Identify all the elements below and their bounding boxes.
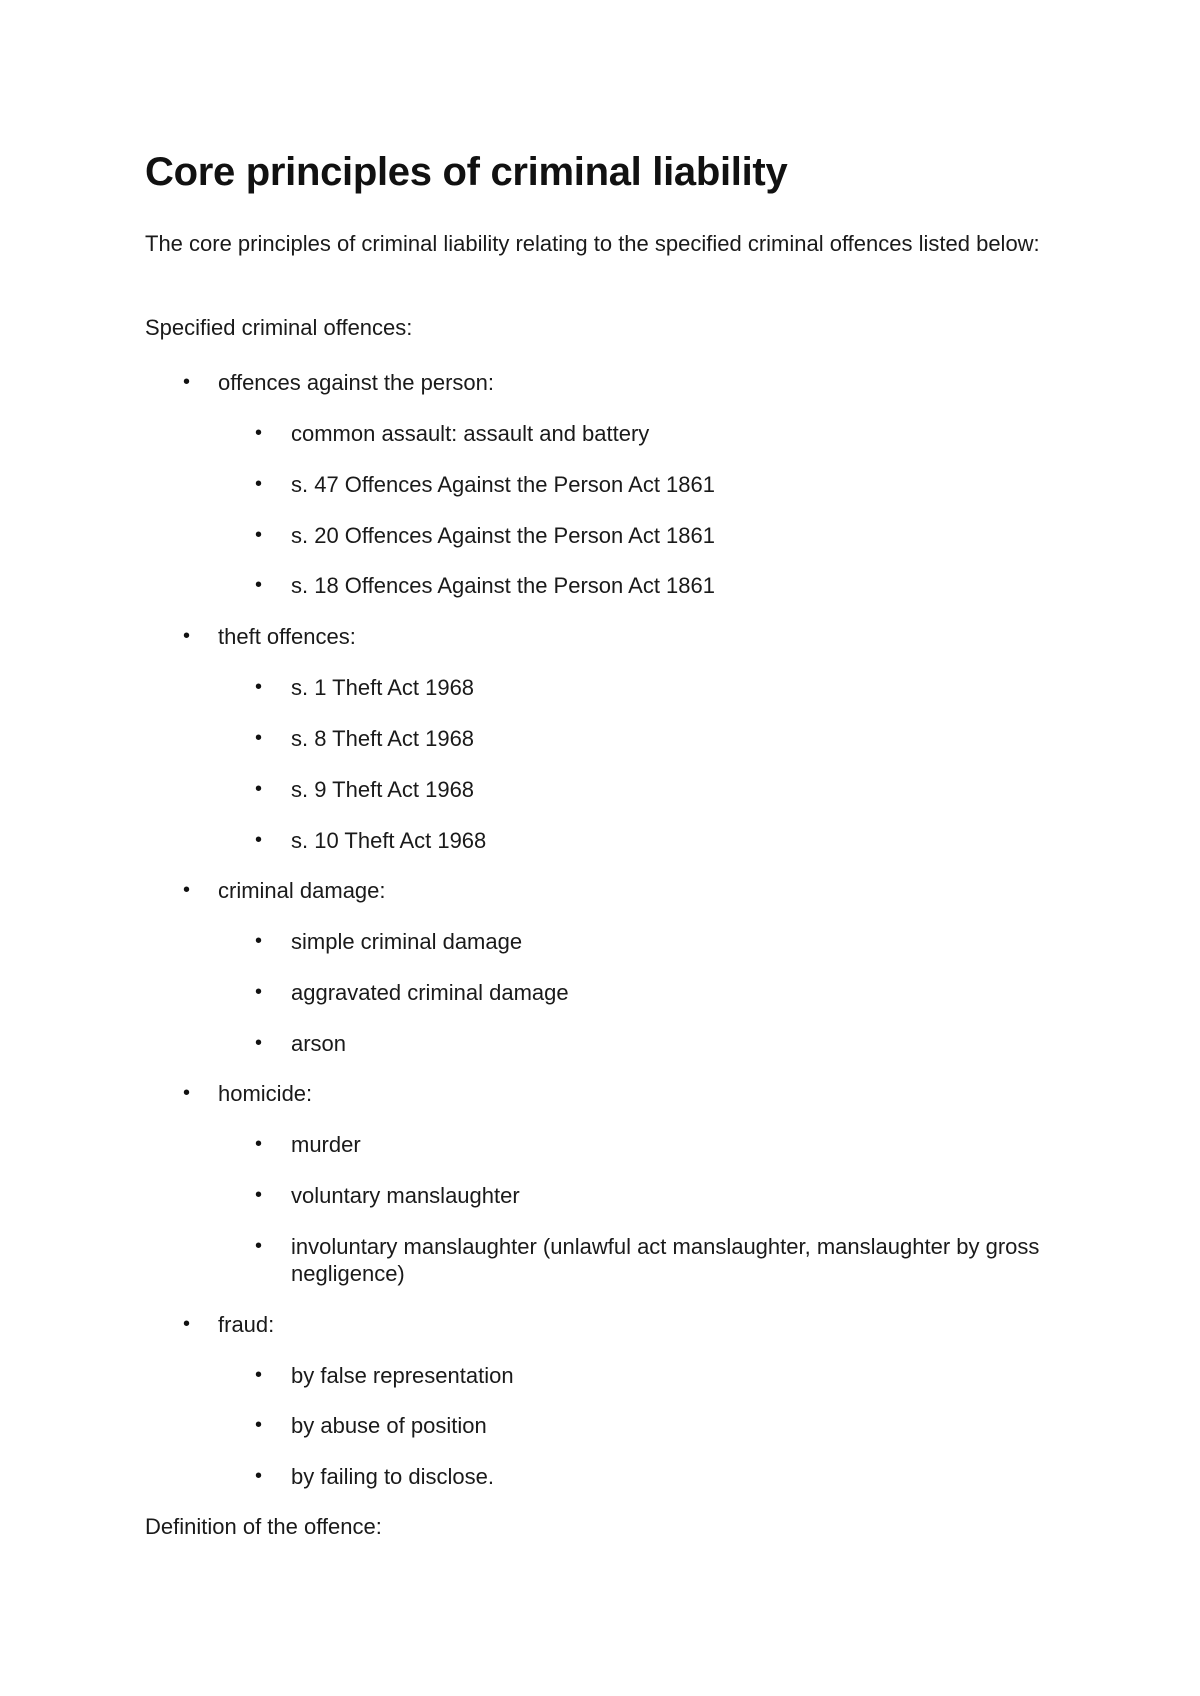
bullet-icon: • [255, 727, 263, 749]
bullet-icon: • [255, 1465, 263, 1487]
offence-item-label: arson [291, 1031, 347, 1056]
definition-heading: Definition of the offence: [145, 1514, 382, 1539]
bullet-icon: • [255, 1184, 263, 1206]
bullet-icon: • [255, 574, 263, 596]
specified-offences-heading: Specified criminal offences: [145, 315, 413, 340]
offence-item-label: simple criminal damage [291, 929, 523, 954]
offence-item-label: s. 18 Offences Against the Person Act 1861 [291, 573, 715, 598]
bullet-icon: • [255, 981, 263, 1003]
bullet-icon: • [183, 879, 191, 901]
offence-category-label: criminal damage: [218, 878, 386, 903]
page-title: Core principles of criminal liability [145, 150, 788, 194]
offence-category-label: homicide: [218, 1081, 313, 1106]
bullet-icon: • [255, 524, 263, 546]
offence-item-label: s. 20 Offences Against the Person Act 1861 [291, 523, 715, 548]
bullet-icon: • [183, 1313, 191, 1335]
bullet-icon: • [255, 1032, 263, 1054]
offence-category-label: theft offences: [218, 624, 356, 649]
bullet-icon: • [255, 1133, 263, 1155]
bullet-icon: • [183, 371, 191, 393]
offence-category-label: offences against the person: [218, 370, 495, 395]
bullet-icon: • [255, 829, 263, 851]
bullet-icon: • [255, 676, 263, 698]
offence-item-label: murder [291, 1132, 361, 1157]
bullet-icon: • [255, 930, 263, 952]
offence-item-label: voluntary manslaughter [291, 1183, 520, 1208]
offence-category-label: fraud: [218, 1312, 275, 1337]
bullet-icon: • [183, 625, 191, 647]
bullet-icon: • [255, 422, 263, 444]
offence-item-label: s. 8 Theft Act 1968 [291, 726, 475, 751]
offence-item-label: aggravated criminal damage [291, 980, 569, 1005]
offence-item-label: by failing to disclose. [291, 1464, 494, 1489]
bullet-icon: • [183, 1082, 191, 1104]
bullet-icon: • [255, 473, 263, 495]
bullet-icon: • [255, 778, 263, 800]
offence-item-label: s. 9 Theft Act 1968 [291, 777, 475, 802]
offence-item-label: common assault: assault and battery [291, 421, 650, 446]
offence-item-label: s. 47 Offences Against the Person Act 1861 [291, 472, 715, 497]
bullet-icon: • [255, 1235, 263, 1257]
offence-item-label: by abuse of position [291, 1413, 487, 1438]
offence-item-label: s. 10 Theft Act 1968 [291, 828, 487, 853]
intro-paragraph: The core principles of criminal liability relating to the specified criminal offences listed below: [145, 231, 1040, 256]
bullet-icon: • [255, 1414, 263, 1436]
offence-item-label: involuntary manslaughter (unlawful act manslaughter, manslaughter by gross negligence) [291, 1234, 1040, 1286]
offence-item-label: s. 1 Theft Act 1968 [291, 675, 475, 700]
offence-item-label: by false representation [291, 1363, 514, 1388]
bullet-icon: • [255, 1364, 263, 1386]
